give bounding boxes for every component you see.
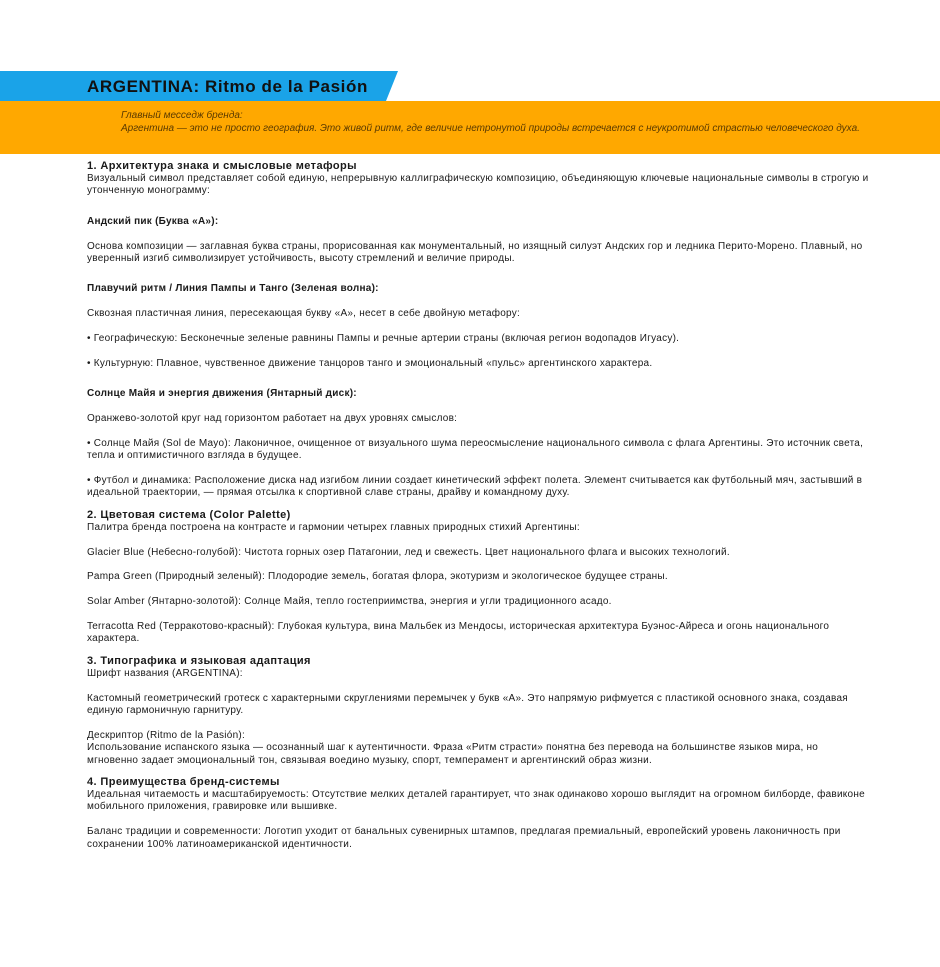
sun-mayo: • Солнце Майя (Sol de Mayo): Лаконичное, очищенное от визуального шума переосмысление национального символа с флага Аргентины. Это источник света, тепла и оптимистичного взгляда в будущее. bbox=[87, 437, 864, 462]
brand-message-label: Главный месседж бренда: bbox=[121, 110, 243, 121]
sun-heading: Солнце Майя и энергия движения (Янтарный диск): bbox=[87, 388, 357, 400]
section-1-intro: Визуальный символ представляет собой единую, непрерывную каллиграфическую композицию, объединяющую ключевые национальные символы в строгую и утонченную монограмму: bbox=[87, 173, 869, 197]
sun-football: • Футбол и динамика: Расположение диска над изгибом линии создает кинетический эффект полета. Элемент считывается как футбольный мяч, застывший в идеальной траектории, — прямая отсылка к спортивной славе страны, драйву и командному духу. bbox=[87, 475, 863, 499]
pampa-text: Сквозная пластичная линия, пересекающая букву «А», несет в себе двойную метафору: bbox=[87, 308, 521, 320]
brand-message-text: Аргентина — это не просто география. Это живой ритм, где величие нетронутой природы встречается с неукротимой страстью человеческого духа. bbox=[121, 122, 860, 134]
pampa-culture: • Культурную: Плавное, чувственное движение танцоров танго и эмоциональный «пульс» аргентинского характера. bbox=[87, 357, 653, 369]
pampa-geo: • Географическую: Бесконечные зеленые равнины Пампы и речные артерии страны (включая регион водопадов Игуасу). bbox=[87, 333, 680, 345]
page-title: ARGENTINA: Ritmo de la Pasión bbox=[87, 77, 368, 96]
advantage-balance: Баланс традиции и современности: Логотип уходит от банальных сувенирных штампов, предлагая премиальный, европейский уровень лаконичность при сохранении 100% латиноамериканской идентичности. bbox=[87, 826, 841, 850]
section-1-heading: 1. Архитектура знака и смысловые метафоры bbox=[87, 160, 357, 172]
color-glacier: Glacier Blue (Небесно-голубой): Чистота горных озер Патагонии, лед и свежесть. Цвет национального флага и высоких технологий. bbox=[87, 546, 730, 558]
color-solar: Solar Amber (Янтарно-золотой): Солнце Майя, тепло гостеприимства, энергия и угли традиционного асадо. bbox=[87, 596, 612, 608]
document-body bbox=[87, 160, 872, 851]
descriptor-text: Использование испанского языка — осознанный шаг к аутентичности. Фраза «Ритм страсти» понятна без перевода на большинстве языков мира, но мгновенно задает эмоциональный тон, связывая воедино музыку, спорт, темперамент и аргентинский образ жизни. bbox=[87, 742, 819, 766]
brand-message bbox=[121, 110, 901, 135]
section-2-heading: 2. Цветовая система (Color Palette) bbox=[87, 508, 291, 521]
sun-text: Оранжево-золотой круг над горизонтом работает на двух уровнях смыслов: bbox=[87, 413, 458, 425]
section-3-heading: 3. Типографика и языковая адаптация bbox=[87, 654, 311, 667]
font-label: Шрифт названия (ARGENTINA): bbox=[87, 667, 243, 679]
section-2-intro: Палитра бренда построена на контрасте и гармонии четырех главных природных стихий Аргентины: bbox=[87, 521, 580, 533]
color-terracotta: Terracotta Red (Терракотово-красный): Глубокая культура, вина Мальбек из Мендосы, историческая архитектура Буэнос-Айреса и огонь национального характера. bbox=[87, 621, 830, 645]
andes-text: Основа композиции — заглавная буква страны, прорисованная как монументальный, но изящный силуэт Андских гор и ледника Перито-Морено. Плавный, но уверенный изгиб символизирует устойчивость, высоту стремлений и величие природы. bbox=[87, 240, 863, 265]
andes-heading: Андский пик (Буква «А»): bbox=[87, 215, 219, 227]
font-text: Кастомный геометрический гротеск с характерными скруглениями перемычек у букв «А». Это напрямую рифмуется с пластикой основного знака, создавая единую гармоничную гарнитуру. bbox=[87, 692, 848, 717]
color-pampa: Pampa Green (Природный зеленый): Плодородие земель, богатая флора, экотуризм и экологическое будущее страны. bbox=[87, 571, 668, 583]
pampa-heading: Плавучий ритм / Линия Пампы и Танго (Зеленая волна): bbox=[87, 283, 379, 295]
descriptor-label: Дескриптор (Ritmo de la Pasión): bbox=[87, 729, 246, 741]
advantage-scalability: Идеальная читаемость и масштабируемость: Отсутствие мелких деталей гарантирует, что знак одинаково хорошо выглядит на огромном билборде, фавиконе мобильного приложения, гравировке или вышивке. bbox=[87, 789, 865, 813]
section-4-heading: 4. Преимущества бренд-системы bbox=[87, 776, 280, 789]
